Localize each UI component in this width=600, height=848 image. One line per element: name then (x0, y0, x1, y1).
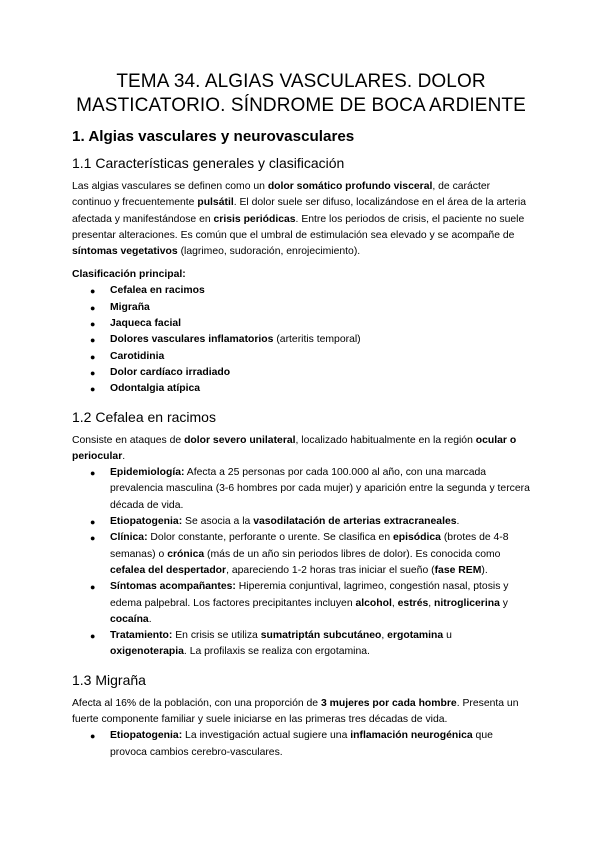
bullet-icon: ● (90, 631, 96, 642)
bullet-icon: ● (90, 384, 96, 395)
bullet-icon: ● (90, 367, 96, 378)
bullet-icon: ● (90, 335, 96, 346)
text-run: . Entre los periodos de crisis, el paciente no suele presentar alteraciones. Es común que el umbral de estimulación sea elevado y se acompañe de (72, 213, 525, 241)
bold-text: inflamación neurogénica (350, 730, 473, 742)
list-item (90, 332, 530, 348)
text-run: y (499, 597, 508, 609)
bold-text: cocaína (110, 613, 149, 625)
text-run: Hiperemia conjuntival, lagrimeo, congestión nasal, ptosis y edema palpebral. Los factores precipitantes incluyen (110, 581, 509, 609)
bold-text: ergotamina (387, 630, 444, 642)
text-run: , apareciendo 1-2 horas tras iniciar el sueño ( (226, 564, 435, 576)
bold-text: Jaqueca facial (110, 318, 182, 330)
bold-text: Odontalgia atípica (110, 383, 201, 395)
bullet-icon: ● (90, 731, 96, 742)
bullet-icon: ● (90, 302, 96, 313)
text-run: , (428, 597, 435, 609)
migraine-details-list (72, 728, 530, 761)
bullet-icon: ● (90, 351, 96, 362)
bold-text: fase REM (434, 564, 482, 576)
text-run: (arteritis temporal) (273, 334, 361, 346)
classification-label: Clasificación principal: (72, 269, 186, 281)
bold-text: oxigenoterapia (110, 646, 184, 658)
text-run: . (122, 450, 126, 462)
bold-text: pulsátil (197, 197, 234, 209)
text-run: La investigación actual sugiere una (182, 730, 351, 742)
text-run: (lagrimeo, sudoración, enrojecimiento). (177, 246, 361, 258)
bold-text: crisis periódicas (213, 213, 296, 225)
bold-text: Migraña (110, 301, 150, 313)
bold-text: ocular o periocular (72, 434, 517, 462)
text-run: Las algias vasculares se definen como un (72, 181, 268, 192)
bold-text: alcohol (355, 597, 392, 609)
intro-paragraph (72, 179, 530, 260)
bold-text: Tratamiento: (110, 630, 173, 642)
bullet-icon: ● (90, 286, 96, 297)
text-run: Afecta al 16% de la población, con una proporción de (72, 697, 321, 709)
text-run: , localizado habitualmente en la región (295, 434, 476, 446)
text-run: u (443, 630, 452, 642)
list-item (90, 579, 530, 628)
text-run: , (391, 597, 398, 609)
list-item (90, 728, 530, 761)
document-title: TEMA 34. ALGIAS VASCULARES. DOLOR MASTICATORIO. SÍNDROME DE BOCA ARDIENTE (76, 71, 526, 116)
section-heading-1-2: 1.2 Cefalea en racimos (72, 408, 216, 425)
bold-text: Epidemiología: (110, 467, 185, 479)
bold-text: cefalea del despertador (110, 564, 227, 576)
bullet-icon: ● (90, 517, 96, 528)
text-run: . (148, 613, 152, 625)
bold-text: 3 mujeres por cada hombre (320, 697, 457, 709)
text-run: , de carácter continuo y frecuentemente (72, 181, 491, 209)
text-run: Consiste en ataques de (72, 434, 185, 446)
bullet-icon: ● (90, 319, 96, 330)
text-run: ). (481, 564, 488, 576)
list-item (90, 349, 530, 365)
list-item (90, 530, 530, 579)
bold-text: nitroglicerina (434, 597, 500, 609)
bold-text: vasodilatación de arterias extracraneales (253, 516, 457, 528)
bold-text: crónica (167, 548, 205, 560)
list-item (90, 381, 530, 397)
text-run: Afecta a 25 personas por cada 100.000 al año, con una marcada prevalencia masculina (3-6 hombres por cada mujer) y aparición entre la segunda y tercera década de vida. (110, 467, 530, 511)
section-heading-1-3: 1.3 Migraña (72, 671, 146, 688)
bold-text: dolor somático profundo visceral (267, 181, 433, 192)
text-run: . El dolor suele ser difuso, localizándose en el área de la arteria afectada y manifestándose en (72, 197, 526, 225)
bold-text: Etiopatogenia: (110, 516, 183, 528)
text-run: , (381, 630, 388, 642)
bold-text: Dolor cardíaco irradiado (110, 366, 231, 378)
bold-text: episódica (393, 532, 441, 544)
bold-text: estrés (397, 597, 429, 609)
list-item (90, 465, 530, 514)
bullet-icon: ● (90, 582, 96, 593)
bold-text: síntomas vegetativos (72, 246, 178, 258)
text-run: . La profilaxis se realiza con ergotamina. (183, 646, 370, 658)
bullet-icon: ● (90, 468, 96, 479)
list-item (90, 514, 530, 530)
bold-text: Dolores vasculares inflamatorios (110, 334, 274, 346)
bold-text: Clínica: (110, 532, 148, 544)
text-run: . (456, 516, 460, 528)
text-run: (más de un año sin periodos libres de dolor). Es conocida como (204, 548, 501, 560)
bold-text: Síntomas acompañantes: (110, 581, 236, 593)
classification-list (72, 283, 530, 397)
text-run: (brotes de 4-8 semanas) o (110, 532, 509, 560)
bold-text: Cefalea en racimos (110, 285, 205, 297)
text-run: . Presenta un fuerte componente familiar y suele iniciarse en las primeras tres décadas de vida. (72, 697, 519, 726)
cluster-intro-paragraph (72, 433, 530, 466)
list-item (90, 300, 530, 316)
bold-text: Carotidinia (110, 350, 165, 362)
list-item (90, 316, 530, 332)
bullet-icon: ● (90, 533, 96, 544)
migraine-intro-paragraph (72, 696, 530, 729)
bold-text: Etiopatogenia: (110, 730, 183, 742)
text-run: Se asocia a la (182, 516, 254, 528)
cluster-details-list (72, 465, 530, 661)
text-run: Dolor constante, perforante o urente. Se clasifica en (147, 532, 394, 544)
section-heading-1-1: 1.1 Características generales y clasificación (72, 155, 345, 171)
list-item (90, 283, 530, 299)
list-item (90, 628, 530, 661)
list-item (90, 365, 530, 381)
bold-text: dolor severo unilateral (184, 434, 296, 446)
bold-text: sumatriptán subcutáneo (260, 630, 382, 642)
text-run: que provoca cambios cerebro-vasculares. (110, 730, 493, 758)
section-heading-1: 1. Algias vasculares y neurovasculares (72, 128, 355, 145)
text-run: En crisis se utiliza (172, 630, 261, 642)
